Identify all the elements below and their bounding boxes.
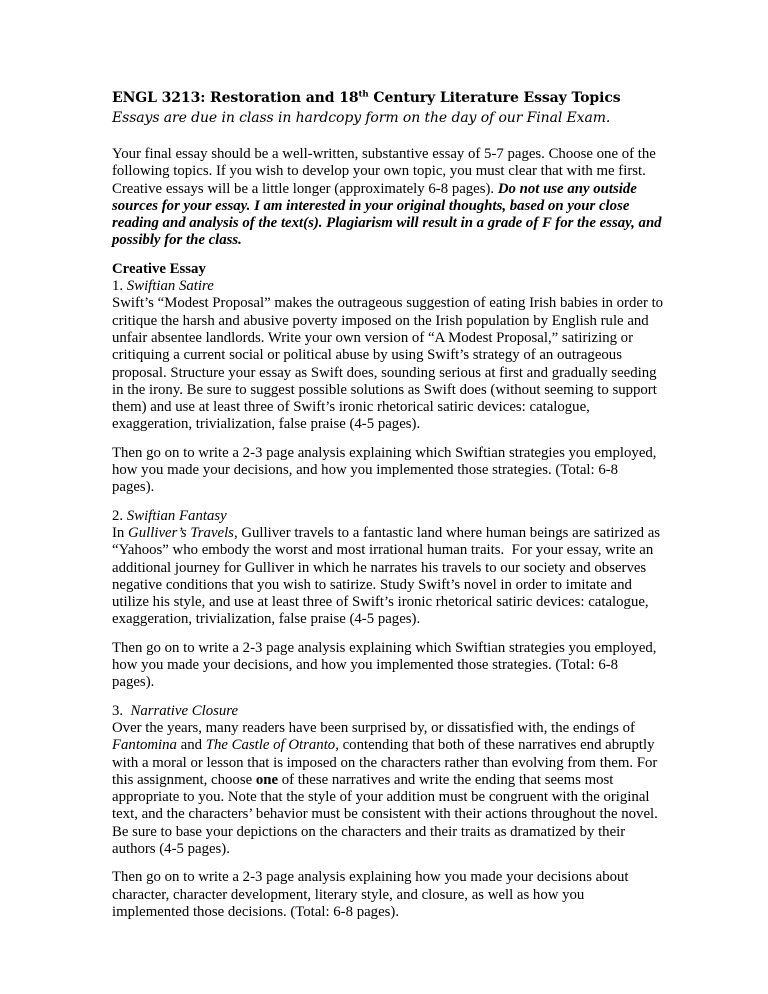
section-heading-creative-essay: [112, 261, 664, 278]
text-run: and: [176, 737, 206, 754]
blank-line: [112, 629, 664, 640]
topic-3-title: [112, 703, 664, 720]
text-run: , Gulliver travels to a fantastic land where human beings are satirized as “Yahoos” who embody the worst and most irrational human traits. For your essay, write an additional journey for Gulliver in which he narrates his travels to our society and observes negative conditions that you wish to satirize. Study Swift’s novel in order to imitate and utilize his style, and use at least three of Swift’s ironic rhetorical satiric devices: catalogue, exaggeration, trivialization, false praise (4-5 pages).: [112, 524, 664, 628]
topic-2-analysis-note: [112, 640, 664, 692]
topic-3-analysis-note: [112, 869, 664, 921]
blank-line: [112, 434, 664, 445]
text-run: Then go on to write a 2-3 page analysis explaining how you made your decisions about character, character development, literary style, and closure, as well as how you implemented those decisions. (Total: 6-8 pages).: [112, 869, 633, 920]
text-run: Swiftian Satire: [126, 278, 214, 295]
topic-2-title: [112, 508, 664, 525]
text-run: Creative Essay: [112, 260, 206, 277]
text-run: 2.: [112, 507, 127, 524]
text-run: th: [358, 89, 369, 100]
text-run: 1.: [112, 278, 127, 295]
text-run: The Castle of Otranto: [205, 737, 336, 754]
text-run: Do not use any outside sources for your essay. I am interested in your original thoughts, based on your close reading and analysis of the text(s). Plagiarism will result in a grade of F for the essay, and possibly for the class.: [112, 180, 666, 249]
text-run: Swiftian Fantasy: [126, 507, 227, 524]
text-run: ENGL 3213: Restoration and 18: [112, 90, 359, 106]
text-run: Then go on to write a 2-3 page analysis explaining which Swiftian strategies you employed, how you made your decisions, and how you implemented those strategies. (Total: 6-8 pages).: [112, 444, 661, 496]
text-run: Then go on to write a 2-3 page analysis explaining which Swiftian strategies you employed, how you made your decisions, and how you implemented those strategies. (Total: 6-8 pages).: [112, 639, 661, 691]
document-body: [112, 146, 667, 921]
text-run: Over the years, many readers have been surprised by, or dissatisfied with, the endings of: [112, 719, 639, 736]
topic-1-title: [112, 278, 664, 295]
topic-3-description: [112, 720, 664, 858]
text-run: Your final essay should be a well-written, substantive essay of 5-7 pages. Choose one of the following topics. If you wish to develop your own topic, you must clear that with me first. Creative essays will be a little longer (approximately 6-8 pages).: [112, 146, 660, 197]
blank-line: [112, 128, 664, 146]
text-run: In: [112, 524, 129, 541]
text-run: Narrative Closure: [130, 702, 239, 719]
text-run: Gulliver’s Travels: [128, 524, 234, 541]
blank-line: [112, 692, 664, 703]
document-title: [112, 88, 664, 108]
topic-1-analysis-note: [112, 445, 664, 497]
intro-paragraph: [112, 146, 664, 250]
text-run: 3.: [112, 702, 131, 719]
text-run: , contending that both of these narratives end abruptly with a moral or lesson that is imposed on the characters rather than evolving from them. For this assignment, choose: [112, 737, 661, 788]
blank-line: [112, 250, 664, 261]
text-run: one: [255, 771, 279, 788]
document-content: [112, 88, 667, 921]
text-run: Fantomina: [112, 737, 177, 754]
topic-1-description: [112, 295, 667, 433]
text-run: of these narratives and write the ending that seems most appropriate to you. Note that the style of your addition must be congruent with the original text, and the characters’ behavior must be consistent with their actions throughout the novel. Be sure to base your depictions on the characters and their traits as dramatized by their authors (4-5 pages).: [112, 771, 662, 857]
text-run: Swift’s “Modest Proposal” makes the outrageous suggestion of eating Irish babies in order to critique the harsh and abusive poverty imposed on the Irish population by English rule and unfair absentee landlords. Write your own version of “A Modest Proposal,” satirizing or critiquing a current social or political abuse by using Swift’s strategy of an outrageous proposal. Structure your essay as Swift does, sounding serious at first and gradually seeding in the irony. Be sure to suggest possible solutions as Swift does (without seeming to support them) and use at least three of Swift’s ironic rhetorical satiric devices: catalogue, exaggeration, trivialization, false praise (4-5 pages).: [112, 295, 667, 433]
text-run: Century Literature Essay Topics: [368, 90, 621, 106]
topic-2-description: [112, 525, 664, 629]
blank-line: [112, 858, 664, 869]
document-subtitle: Essays are due in class in hardcopy form on the day of our Final Exam.: [112, 110, 611, 126]
blank-line: [112, 497, 664, 508]
